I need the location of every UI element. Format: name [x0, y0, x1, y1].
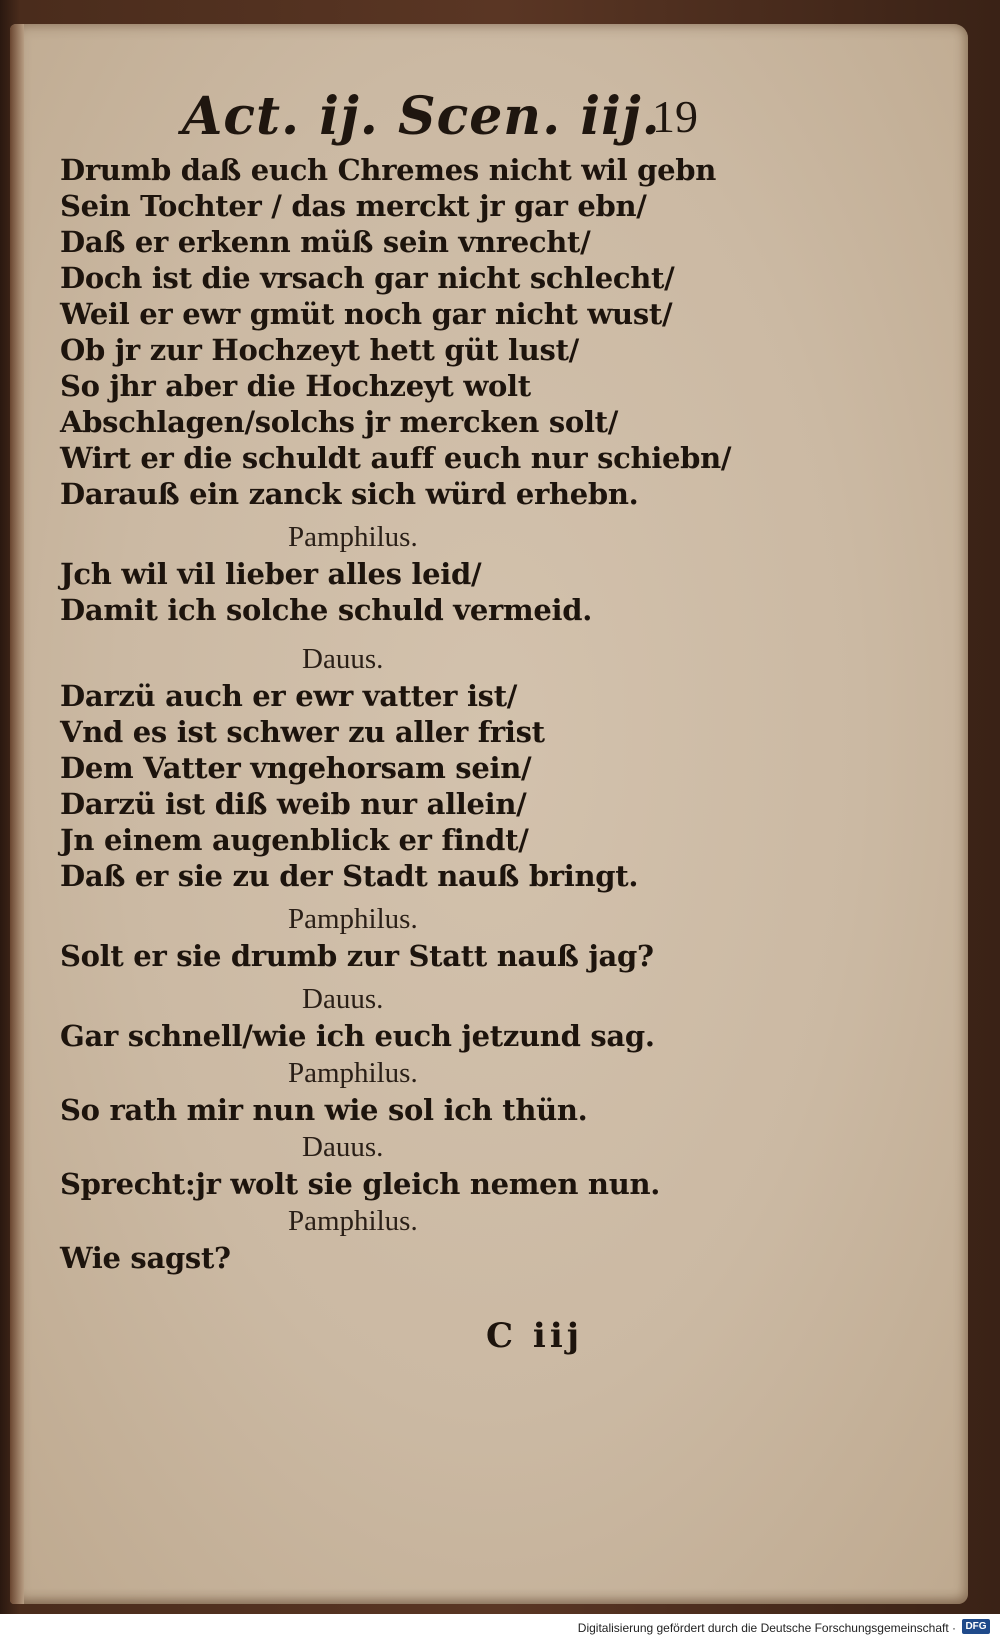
speaker-heading: Dauus.: [302, 983, 384, 1015]
verse-line: Ob jr zur Hochzeyt hett güt lust/: [60, 333, 579, 367]
speaker-heading: Pamphilus.: [288, 903, 418, 935]
verse-line: Doch ist die vrsach gar nicht schlecht/: [60, 261, 675, 295]
verse-line: Abschlagen/solchs jr mercken solt/: [60, 405, 619, 439]
verse-line: Solt er sie drumb zur Statt nauß jag?: [60, 939, 654, 973]
speaker-heading: Dauus.: [302, 643, 384, 675]
verse-line: Darzü ist diß weib nur allein/: [60, 787, 527, 821]
verse-line: So jhr aber die Hochzeyt wolt: [60, 369, 531, 403]
verse-line: Daß er erkenn müß sein vnrecht/: [60, 225, 591, 259]
verse-line: So rath mir nun wie sol ich thün.: [60, 1093, 588, 1127]
verse-line: Daß er sie zu der Stadt nauß bringt.: [60, 859, 639, 893]
speaker-heading: Pamphilus.: [288, 521, 418, 553]
verse-line: Wie sagst?: [60, 1241, 231, 1275]
verse-line: Drumb daß euch Chremes nicht wil gebn: [60, 153, 717, 187]
page-gutter: [10, 24, 24, 1604]
verse-line: Dem Vatter vngehorsam sein/: [60, 751, 532, 785]
verse-line: Vnd es ist schwer zu aller frist: [60, 715, 545, 749]
verse-line: Sein Tochter / das merckt jr gar ebn/: [60, 189, 647, 223]
verse-line: Weil er ewr gmüt noch gar nicht wust/: [60, 297, 673, 331]
funding-credit: Digitalisierung gefördert durch die Deutsche Forschungsgemeinschaft ·: [577, 1621, 956, 1635]
page-number: 19: [652, 91, 698, 142]
verse-line: Wirt er die schuldt auff euch nur schiebn/: [60, 441, 732, 475]
text-block: [60, 152, 732, 1276]
page-header: [182, 86, 702, 156]
verse-line: Darauß ein zanck sich würd erhebn.: [60, 477, 639, 511]
verse-line: Sprecht:jr wolt sie gleich nemen nun.: [60, 1167, 661, 1201]
verse-line: Jch wil vil lieber alles leid/: [60, 557, 482, 591]
verse-line: Darzü auch er ewr vatter ist/: [60, 679, 518, 713]
speaker-heading: Pamphilus.: [288, 1057, 418, 1089]
verse-line: Damit ich solche schuld vermeid.: [60, 593, 593, 627]
verse-line: Jn einem augenblick er findt/: [60, 823, 529, 857]
dfg-logo-icon: DFG: [962, 1619, 990, 1634]
running-head: Act. ij. Scen. iij.: [182, 86, 661, 147]
verse-line: Gar schnell/wie ich euch jetzund sag.: [60, 1019, 655, 1053]
speaker-heading: Pamphilus.: [288, 1205, 418, 1237]
speaker-heading: Dauus.: [302, 1131, 384, 1163]
signature-mark: C iij: [486, 1316, 584, 1356]
